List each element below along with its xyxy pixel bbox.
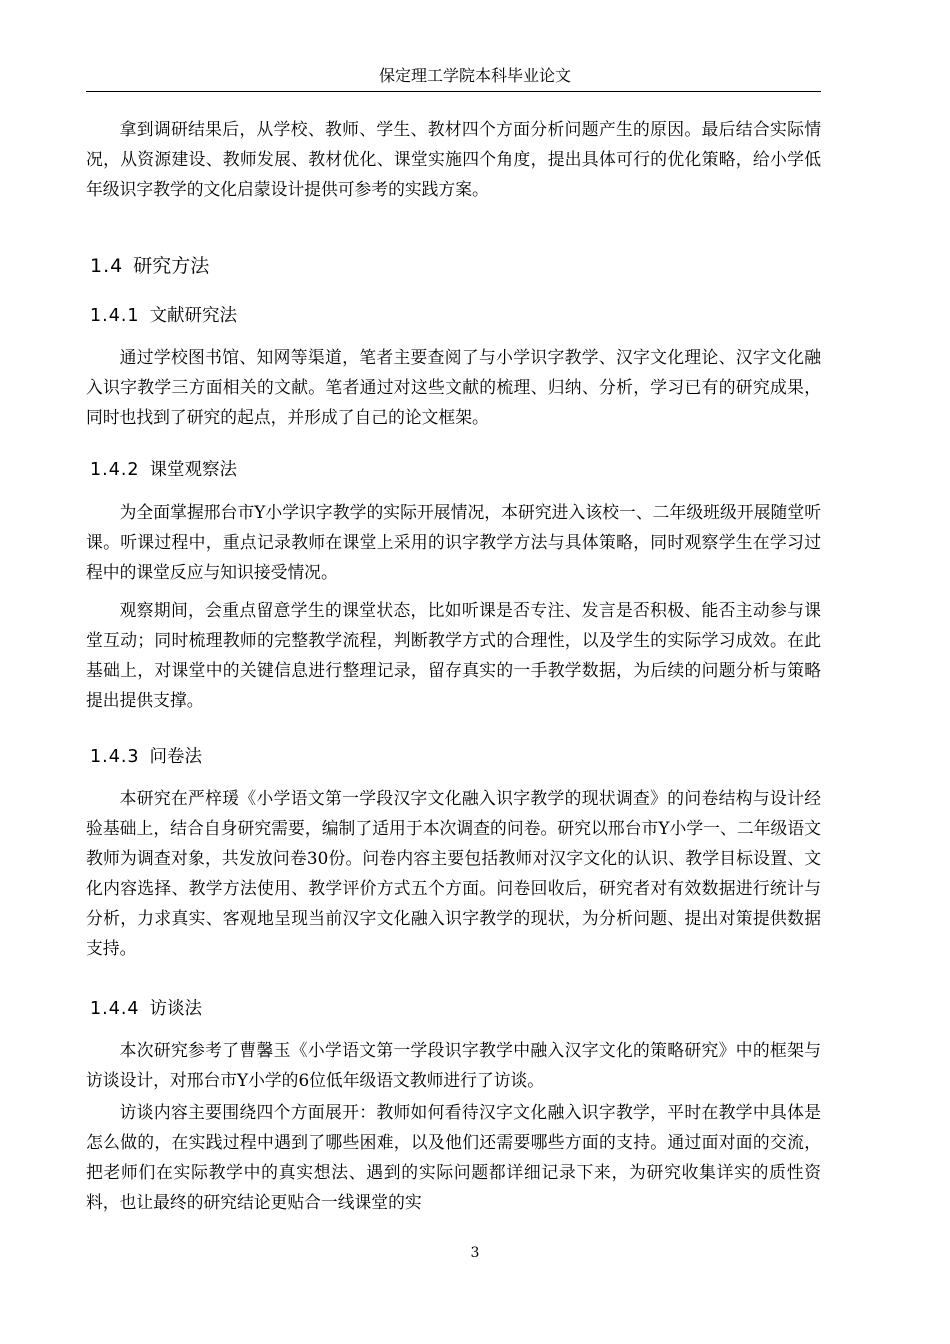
body-paragraph: 访谈内容主要围绕四个方面展开：教师如何看待汉字文化融入识字教学，平时在教学中具体是怎么做的，在实践过程中遇到了哪些困难，以及他们还需要哪些方面的支持。通过面对面的交流，把老师们在实际教学中的真实想法、遇到的实际问题都详细记录下来，为研究收集详实的质性资料，也让最终的研究结论更贴合一线课堂的实 [86, 1102, 821, 1212]
section-number: 1.4 [90, 255, 124, 277]
subsection-title: 课堂观察法 [149, 460, 238, 480]
subsection-title: 访谈法 [149, 999, 203, 1019]
body-paragraph: 本次研究参考了曹馨玉《小学语文第一学段识字教学中融入汉字文化的策略研究》中的框架与访谈设计，对邢台市Y小学的6位低年级语文教师进行了访谈。 [86, 1040, 821, 1090]
subsection-number: 1.4.1 [90, 306, 140, 326]
body-paragraph: 拿到调研结果后，从学校、教师、学生、教材四个方面分析问题产生的原因。最后结合实际情况，从资源建设、教师发展、教材优化、课堂实施四个角度，提出具体可行的优化策略，给小学低年级识字教学的文化启蒙设计提供可参考的实践方案。 [86, 119, 821, 199]
subsection-title: 文献研究法 [149, 306, 238, 326]
header-rule [86, 91, 821, 92]
body-paragraph: 为全面掌握邢台市Y小学识字教学的实际开展情况，本研究进入该校一、二年级班级开展随堂听课。听课过程中，重点记录教师在课堂上采用的识字教学方法与具体策略，同时观察学生在学习过程中的课堂反应与知识接受情况。 [86, 502, 821, 582]
subsection-number: 1.4.3 [90, 747, 140, 767]
page-number: 3 [470, 1245, 480, 1261]
subsection-heading-1-4-1 [90, 304, 237, 328]
subsection-heading-1-4-3 [90, 745, 202, 769]
body-paragraph: 观察期间，会重点留意学生的课堂状态，比如听课是否专注、发言是否积极、能否主动参与课堂互动；同时梳理教师的完整教学流程，判断教学方式的合理性，以及学生的实际学习成效。在此基础上，对课堂中的关键信息进行整理记录，留存真实的一手教学数据，为后续的问题分析与策略提出提供支撑。 [86, 600, 821, 710]
subsection-number: 1.4.2 [90, 460, 140, 480]
section-heading-1-4 [90, 253, 209, 279]
subsection-heading-1-4-2 [90, 458, 237, 482]
running-header-title: 保定理工学院本科毕业论文 [378, 66, 571, 85]
subsection-number: 1.4.4 [90, 999, 140, 1019]
subsection-heading-1-4-4 [90, 997, 202, 1021]
body-paragraph: 本研究在严梓瑗《小学语文第一学段汉字文化融入识字教学的现状调查》的问卷结构与设计经验基础上，结合自身研究需要，编制了适用于本次调查的问卷。研究以邢台市Y小学一、二年级语文教师为调查对象，共发放问卷30份。问卷内容主要包括教师对汉字文化的认识、教学目标设置、文化内容选择、教学方法使用、教学评价方式五个方面。问卷回收后，研究者对有效数据进行统计与分析，力求真实、客观地呈现当前汉字文化融入识字教学的现状，为分析问题、提出对策提供数据支持。 [86, 788, 821, 958]
section-title: 研究方法 [133, 255, 210, 277]
subsection-title: 问卷法 [149, 747, 203, 767]
body-paragraph: 通过学校图书馆、知网等渠道，笔者主要查阅了与小学识字教学、汉字文化理论、汉字文化融入识字教学三方面相关的文献。笔者通过对这些文献的梳理、归纳、分析，学习已有的研究成果，同时也找到了研究的起点，并形成了自己的论文框架。 [86, 347, 821, 427]
